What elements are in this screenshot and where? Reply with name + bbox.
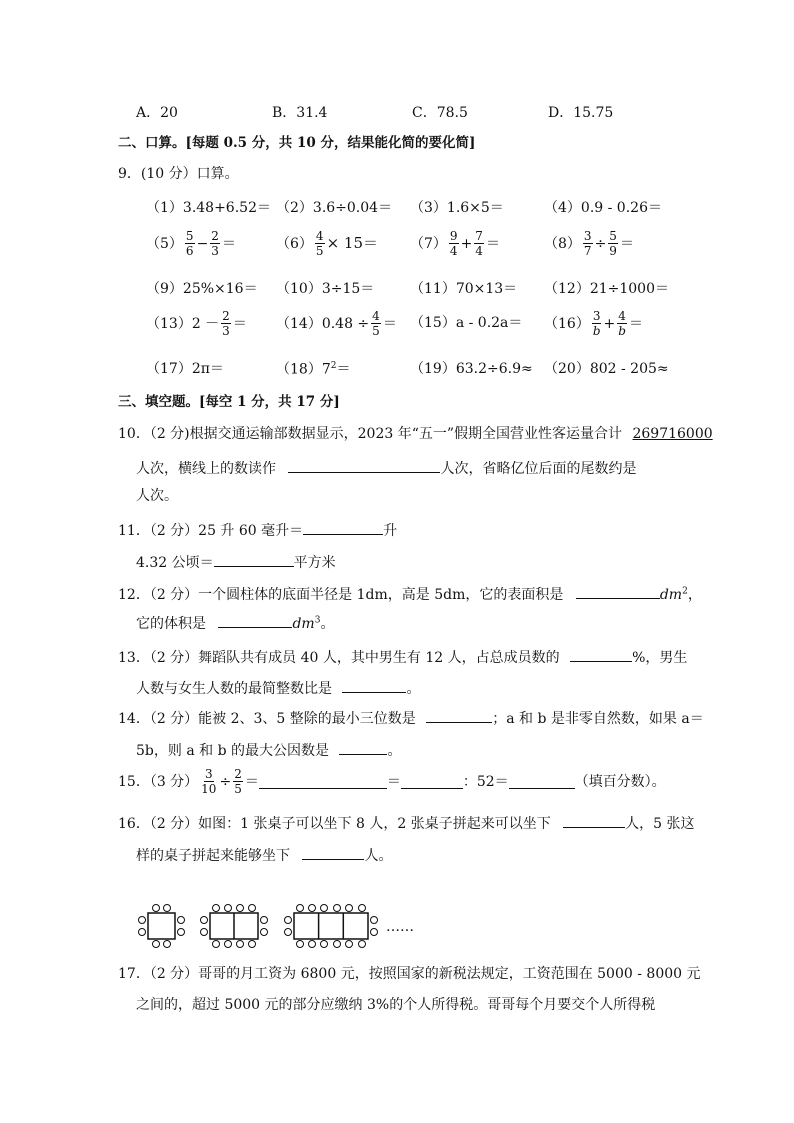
q9-title: 9．(10 分）口算。	[118, 166, 239, 182]
section-2-title: 二、口算。[每题 0.5 分，共 10 分，结果能化简的要化简]	[118, 135, 476, 151]
fraction: $\frac{4}{b}$	[618, 309, 626, 338]
q17-line-1: 17．（2 分）哥哥的月工资为 6800 元，按照国家的新税法规定，工资范围在 5000 - 8000 元	[118, 966, 701, 982]
fraction: $\frac{5}{9}$	[609, 229, 617, 258]
q10-number: 269716000	[632, 426, 713, 442]
q9-item-20: （20）802 - 205≈	[544, 361, 669, 377]
q9-item-19: （19）63.2÷6.9≈	[410, 361, 533, 377]
table-figure-1	[136, 904, 188, 948]
q9-item-6: （6） $\frac{4}{5}$ × 15＝	[276, 229, 378, 258]
q12-line-2: 它的体积是 $dm^3$。	[136, 613, 334, 631]
q9-item-5-label: （5）	[146, 235, 183, 252]
answer-blank[interactable]	[426, 708, 492, 723]
q10-line-1: 10．（2 分)根据交通运输部数据显示，2023 年“五一”假期全国营业性客运量合计 269716000	[118, 426, 713, 442]
answer-blank[interactable]	[339, 740, 387, 755]
q9-item-1: （1）3.48+6.52＝	[146, 200, 271, 216]
q13-line-2: 人数与女生人数的最简整数比是 。	[136, 678, 420, 696]
answer-blank[interactable]	[576, 584, 660, 599]
option-d: D．15.75	[548, 105, 614, 121]
answer-blank[interactable]	[214, 552, 294, 567]
q11-line-1: 11．（2 分）25 升 60 毫升＝ 升	[118, 520, 397, 538]
q9-item-15: （15）a - 0.2a＝	[410, 315, 523, 331]
fraction: $\frac{4}{5}$	[372, 309, 380, 338]
fraction: $\frac{3}{10}$	[201, 767, 217, 796]
q9-item-3: （3）1.6×5＝	[410, 200, 504, 216]
q9-item-14: （14）0.48 ÷ $\frac{4}{5}$ ＝	[276, 309, 397, 338]
answer-blank[interactable]	[259, 774, 387, 789]
table-figure-3	[283, 904, 379, 948]
q9-item-18: $(18)7^2=$	[276, 361, 351, 378]
q9-item-8: （8） $\frac{3}{7}$ ÷ $\frac{5}{9}$ ＝	[544, 229, 634, 258]
ellipsis: ……	[386, 919, 414, 935]
answer-blank[interactable]	[302, 845, 364, 860]
q16-line-2: 样的桌子拼起来能够坐下 人。	[136, 845, 392, 863]
table-figure-2	[199, 904, 269, 948]
answer-blank[interactable]	[563, 813, 625, 828]
fraction: $\frac{3}{7}$	[583, 229, 592, 258]
q9-item-5: （5） $\frac{5}{6}$ − $\frac{2}{3}$ ＝	[146, 229, 236, 258]
q10-line-2: 人次，横线上的数读作 人次，省略亿位后面的尾数约是	[136, 458, 636, 476]
answer-blank[interactable]	[570, 647, 632, 662]
q9-item-17: （17）2π＝	[146, 361, 224, 377]
fraction: $\frac{3}{b}$	[592, 309, 601, 338]
fraction: $\frac{2}{3}$	[211, 229, 219, 258]
q9-item-7: （7） $\frac{9}{4}$ + $\frac{7}{4}$ ＝	[410, 229, 500, 258]
q9-item-9: （9）25%×16＝	[146, 281, 258, 297]
answer-blank[interactable]	[509, 774, 575, 789]
fraction: $\frac{9}{4}$	[449, 229, 458, 258]
q15-line: 15．（3 分） $\frac{3}{10}$ ÷ $\frac{2}{5}$ ＝ ＝ ：52＝ （填百分数）。	[118, 767, 666, 796]
option-c: C．78.5	[412, 105, 468, 121]
q14-line-2: 5b，则 a 和 b 的最大公因数是 。	[136, 740, 401, 758]
fraction: $\frac{4}{5}$	[315, 229, 324, 258]
section-3-title: 三、填空题。[每空 1 分，共 17 分]	[118, 394, 340, 410]
answer-blank[interactable]	[342, 678, 406, 693]
q9-item-13: （13）2 － $\frac{2}{3}$ ＝	[146, 309, 247, 338]
q9-item-12: （12）21÷1000＝	[544, 281, 669, 297]
q9-item-16: （16） $\frac{3}{b}$ + $\frac{4}{b}$ ＝	[544, 309, 643, 338]
option-b: B．31.4	[272, 105, 328, 121]
fraction: $\frac{7}{4}$	[475, 229, 483, 258]
q11-line-2: 4.32 公顷＝ 平方米	[136, 552, 336, 570]
fraction: $\frac{2}{3}$	[222, 309, 230, 338]
q9-item-4: （4）0.9 - 0.26＝	[544, 200, 662, 216]
q17-line-2: 之间的，超过 5000 元的部分应缴纳 3%的个人所得税。哥哥每个月要交个人所得税	[136, 997, 656, 1013]
q9-item-2: （2）3.6÷0.04＝	[276, 200, 393, 216]
option-a: A．20	[136, 105, 178, 121]
q9-item-11: （11）70×13＝	[410, 281, 518, 297]
answer-blank[interactable]	[218, 613, 292, 628]
q12-line-1: 12．（2 分）一个圆柱体的底面半径是 1dm，高是 5dm，它的表面积是 $dm^2$，	[118, 584, 702, 602]
fraction: $\frac{2}{5}$	[234, 767, 242, 796]
answer-blank[interactable]	[303, 520, 383, 535]
q14-line-1: 14．（2 分）能被 2、3、5 整除的最小三位数是 ；a 和 b 是非零自然数，如果 a＝	[118, 708, 704, 726]
q10-line-3: 人次。	[136, 488, 178, 504]
q9-item-10: （10）3÷15＝	[276, 281, 375, 297]
answer-blank[interactable]	[401, 774, 463, 789]
answer-blank[interactable]	[288, 458, 440, 473]
q13-line-1: 13．（2 分）舞蹈队共有成员 40 人，其中男生有 12 人，占总成员数的 %，男生	[118, 647, 687, 665]
q16-line-1: 16．（2 分）如图：1 张桌子可以坐下 8 人，2 张桌子拼起来可以坐下 人，5 张这	[118, 813, 695, 831]
fraction: $\frac{5}{6}$	[185, 229, 194, 258]
